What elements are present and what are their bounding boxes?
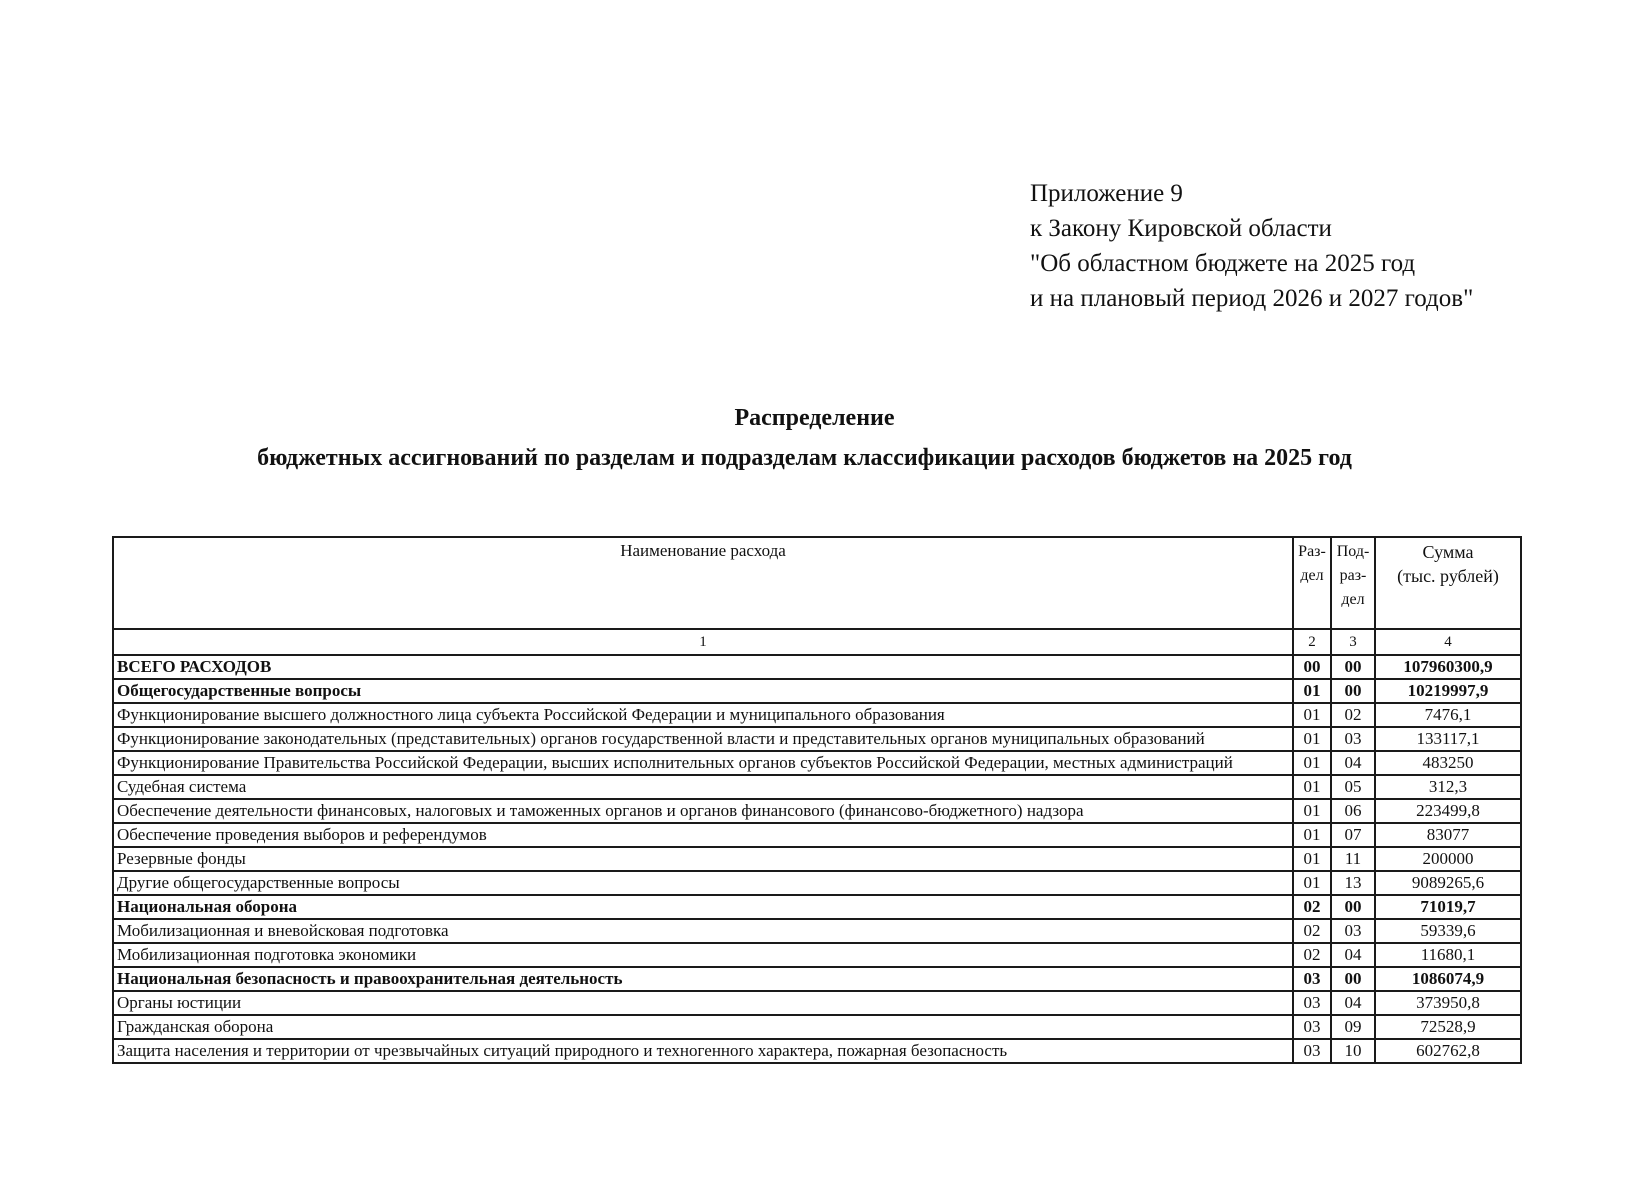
podrazdel-cell: 06 <box>1331 799 1375 823</box>
sum-cell: 1086074,9 <box>1375 967 1521 991</box>
sum-cell: 83077 <box>1375 823 1521 847</box>
column-number: 3 <box>1331 629 1375 655</box>
podrazdel-cell: 09 <box>1331 1015 1375 1039</box>
appendix-block <box>1030 176 1473 316</box>
document-title: Распределение <box>734 405 895 431</box>
expense-name-cell: Функционирование высшего должностного лица субъекта Российской Федерации и муниципального образования <box>113 703 1293 727</box>
table-row <box>113 679 1521 703</box>
expense-name-cell: Функционирование Правительства Российской Федерации, высших исполнительных органов субъектов Российской Федерации, местных администраций <box>113 751 1293 775</box>
podrazdel-cell: 13 <box>1331 871 1375 895</box>
appendix-line: и на плановый период 2026 и 2027 годов" <box>1030 285 1474 312</box>
podrazdel-cell: 00 <box>1331 967 1375 991</box>
razdel-cell: 02 <box>1293 895 1331 919</box>
expense-name-cell: Мобилизационная подготовка экономики <box>113 943 1293 967</box>
expense-name-cell: Гражданская оборона <box>113 1015 1293 1039</box>
razdel-cell: 01 <box>1293 871 1331 895</box>
expense-name-cell: Функционирование законодательных (представительных) органов государственной власти и представительных органов муниципальных образований <box>113 727 1293 751</box>
table-row <box>113 823 1521 847</box>
header-razdel <box>1293 537 1331 629</box>
sum-cell: 10219997,9 <box>1375 679 1521 703</box>
sum-cell: 11680,1 <box>1375 943 1521 967</box>
table-row <box>113 751 1521 775</box>
razdel-cell: 01 <box>1293 799 1331 823</box>
razdel-cell: 03 <box>1293 1015 1331 1039</box>
podrazdel-cell: 04 <box>1331 751 1375 775</box>
header-sum <box>1375 537 1521 629</box>
appendix-line: "Об областном бюджете на 2025 год <box>1030 250 1416 277</box>
table-row <box>113 727 1521 751</box>
sum-cell: 7476,1 <box>1375 703 1521 727</box>
header-podrazdel <box>1331 537 1375 629</box>
podrazdel-cell: 11 <box>1331 847 1375 871</box>
razdel-cell: 01 <box>1293 727 1331 751</box>
expense-name-cell: Другие общегосударственные вопросы <box>113 871 1293 895</box>
sum-cell: 312,3 <box>1375 775 1521 799</box>
expense-name-cell: Защита населения и территории от чрезвычайных ситуаций природного и техногенного характера, пожарная безопасность <box>113 1039 1293 1063</box>
header-name: Наименование расхода <box>113 537 1293 629</box>
header-sum-text: Сумма (тыс. рублей) <box>1397 542 1499 586</box>
razdel-cell: 00 <box>1293 655 1331 679</box>
table-row <box>113 1015 1521 1039</box>
table-row <box>113 1039 1521 1063</box>
table-row <box>113 775 1521 799</box>
sum-cell: 602762,8 <box>1375 1039 1521 1063</box>
table-row <box>113 847 1521 871</box>
sum-cell: 223499,8 <box>1375 799 1521 823</box>
expense-name-cell: Общегосударственные вопросы <box>113 679 1293 703</box>
razdel-cell: 01 <box>1293 775 1331 799</box>
podrazdel-cell: 02 <box>1331 703 1375 727</box>
table-row <box>113 871 1521 895</box>
podrazdel-cell: 03 <box>1331 919 1375 943</box>
expense-name-cell: ВСЕГО РАСХОДОВ <box>113 655 1293 679</box>
sum-cell: 483250 <box>1375 751 1521 775</box>
podrazdel-cell: 00 <box>1331 655 1375 679</box>
expense-name-cell: Национальная оборона <box>113 895 1293 919</box>
expense-name-cell: Органы юстиции <box>113 991 1293 1015</box>
podrazdel-cell: 07 <box>1331 823 1375 847</box>
sum-cell: 373950,8 <box>1375 991 1521 1015</box>
table-header-row <box>113 537 1521 629</box>
appendix-line: Приложение 9 <box>1030 180 1183 207</box>
podrazdel-cell: 00 <box>1331 895 1375 919</box>
column-number: 4 <box>1375 629 1521 655</box>
column-number: 1 <box>113 629 1293 655</box>
document-subtitle: бюджетных ассигнований по разделам и подразделам классификации расходов бюджетов на 2025 год <box>257 445 1352 471</box>
sum-cell: 59339,6 <box>1375 919 1521 943</box>
expense-name-cell: Обеспечение проведения выборов и референдумов <box>113 823 1293 847</box>
razdel-cell: 01 <box>1293 847 1331 871</box>
podrazdel-cell: 04 <box>1331 943 1375 967</box>
table-row <box>113 919 1521 943</box>
razdel-cell: 03 <box>1293 991 1331 1015</box>
table-row <box>113 799 1521 823</box>
sum-cell: 71019,7 <box>1375 895 1521 919</box>
razdel-cell: 01 <box>1293 703 1331 727</box>
expense-name-cell: Национальная безопасность и правоохранительная деятельность <box>113 967 1293 991</box>
podrazdel-cell: 04 <box>1331 991 1375 1015</box>
table-row <box>113 943 1521 967</box>
appendix-line: к Закону Кировской области <box>1030 215 1332 242</box>
razdel-cell: 01 <box>1293 823 1331 847</box>
expense-name-cell: Мобилизационная и вневойсковая подготовка <box>113 919 1293 943</box>
expense-name-cell: Обеспечение деятельности финансовых, налоговых и таможенных органов и органов финансового (финансово-бюджетного) надзора <box>113 799 1293 823</box>
podrazdel-cell: 03 <box>1331 727 1375 751</box>
column-number-row <box>113 629 1521 655</box>
table-row <box>113 991 1521 1015</box>
expense-name-cell: Судебная система <box>113 775 1293 799</box>
podrazdel-cell: 00 <box>1331 679 1375 703</box>
podrazdel-cell: 05 <box>1331 775 1375 799</box>
table-row <box>113 895 1521 919</box>
sum-cell: 200000 <box>1375 847 1521 871</box>
sum-cell: 107960300,9 <box>1375 655 1521 679</box>
expense-name-cell: Резервные фонды <box>113 847 1293 871</box>
table-row <box>113 967 1521 991</box>
table-row <box>113 703 1521 727</box>
razdel-cell: 02 <box>1293 943 1331 967</box>
header-podrazdel-text: Под- раз- дел <box>1336 543 1370 608</box>
razdel-cell: 03 <box>1293 1039 1331 1063</box>
razdel-cell: 01 <box>1293 751 1331 775</box>
razdel-cell: 03 <box>1293 967 1331 991</box>
header-razdel-text: Раз- дел <box>1298 543 1326 584</box>
podrazdel-cell: 10 <box>1331 1039 1375 1063</box>
sum-cell: 133117,1 <box>1375 727 1521 751</box>
budget-table-body <box>113 537 1521 1063</box>
budget-table <box>112 536 1522 1064</box>
razdel-cell: 01 <box>1293 679 1331 703</box>
table-row <box>113 655 1521 679</box>
sum-cell: 72528,9 <box>1375 1015 1521 1039</box>
razdel-cell: 02 <box>1293 919 1331 943</box>
sum-cell: 9089265,6 <box>1375 871 1521 895</box>
column-number: 2 <box>1293 629 1331 655</box>
